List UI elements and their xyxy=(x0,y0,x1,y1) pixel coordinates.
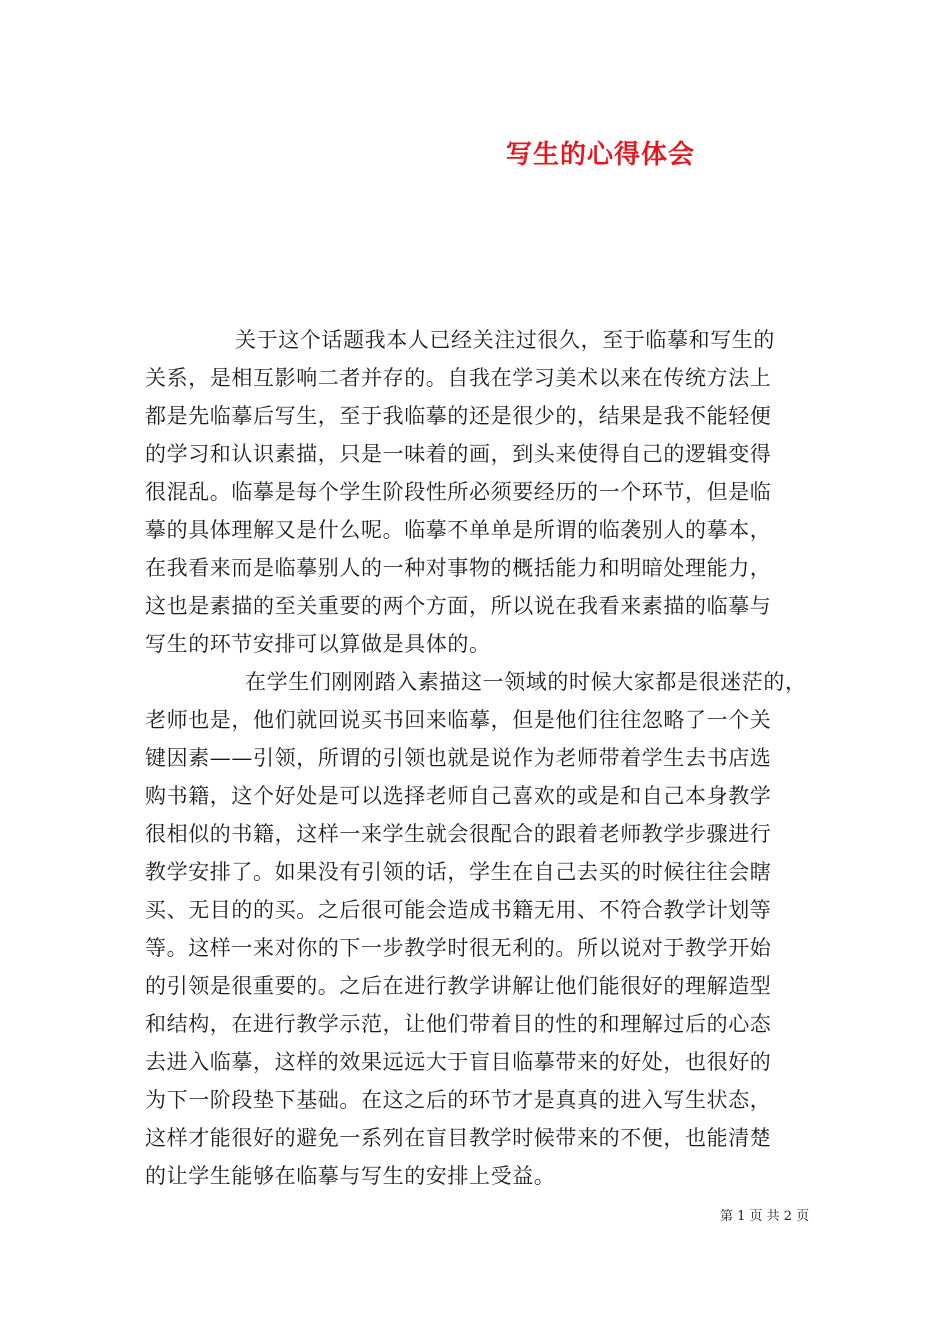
page-number: 第 1 页 共 2 页 xyxy=(720,1209,810,1224)
paragraph-line: 都是先临摹后写生，至于我临摹的还是很少的，结果是我不能轻便 xyxy=(145,404,772,428)
paragraph-line: 去进入临摹，这样的效果远远大于盲目临摹带来的好处，也很好的 xyxy=(145,1050,772,1074)
paragraph-line: 为下一阶段垫下基础。在这之后的环节才是真真的进入写生状态， xyxy=(145,1088,772,1112)
paragraph-line: 买、无目的的买。之后很可能会造成书籍无用、不符合教学计划等 xyxy=(145,898,772,922)
paragraph-line: 的学习和认识素描，只是一味着的画，到头来使得自己的逻辑变得 xyxy=(145,442,772,466)
paragraph-line: 购书籍，这个好处是可以选择老师自己喜欢的或是和自己本身教学 xyxy=(145,784,772,808)
paragraph-line: 摹的具体理解又是什么呢。临摹不单单是所谓的临袭别人的摹本， xyxy=(145,518,772,542)
paragraph-line: 写生的环节安排可以算做是具体的。 xyxy=(145,632,491,656)
paragraph-line: 这也是素描的至关重要的两个方面，所以说在我看来素描的临摹与 xyxy=(145,594,772,618)
paragraph-line: 关于这个话题我本人已经关注过很久，至于临摹和写生的 xyxy=(235,328,775,352)
paragraph-line: 和结构，在进行教学示范，让他们带着目的性的和理解过后的心态 xyxy=(145,1012,772,1036)
paragraph-line: 等。这样一来对你的下一步教学时很无利的。所以说对于教学开始 xyxy=(145,936,772,960)
paragraph-line: 键因素——引领，所谓的引领也就是说作为老师带着学生去书店选 xyxy=(145,746,772,770)
paragraph-line: 在学生们刚刚踏入素描这一领域的时候大家都是很迷茫的， xyxy=(245,670,807,694)
document-title: 写生的心得体会 xyxy=(506,140,696,170)
paragraph-line: 教学安排了。如果没有引领的话，学生在自己去买的时候往往会瞎 xyxy=(145,860,772,884)
paragraph-line: 这样才能很好的避免一系列在盲目教学时候带来的不便，也能清楚 xyxy=(145,1126,772,1150)
paragraph-line: 老师也是，他们就回说买书回来临摹，但是他们往往忽略了一个关 xyxy=(145,708,772,732)
paragraph-line: 的引领是很重要的。之后在进行教学讲解让他们能很好的理解造型 xyxy=(145,974,772,998)
paragraph-line: 关系，是相互影响二者并存的。自我在学习美术以来在传统方法上 xyxy=(145,366,772,390)
paragraph-line: 很混乱。临摹是每个学生阶段性所必须要经历的一个环节，但是临 xyxy=(145,480,772,504)
paragraph-line: 的让学生能够在临摹与写生的安排上受益。 xyxy=(145,1164,556,1188)
paragraph-line: 在我看来而是临摹别人的一种对事物的概括能力和明暗处理能力， xyxy=(145,556,772,580)
paragraph-line: 很相似的书籍，这样一来学生就会很配合的跟着老师教学步骤进行 xyxy=(145,822,772,846)
